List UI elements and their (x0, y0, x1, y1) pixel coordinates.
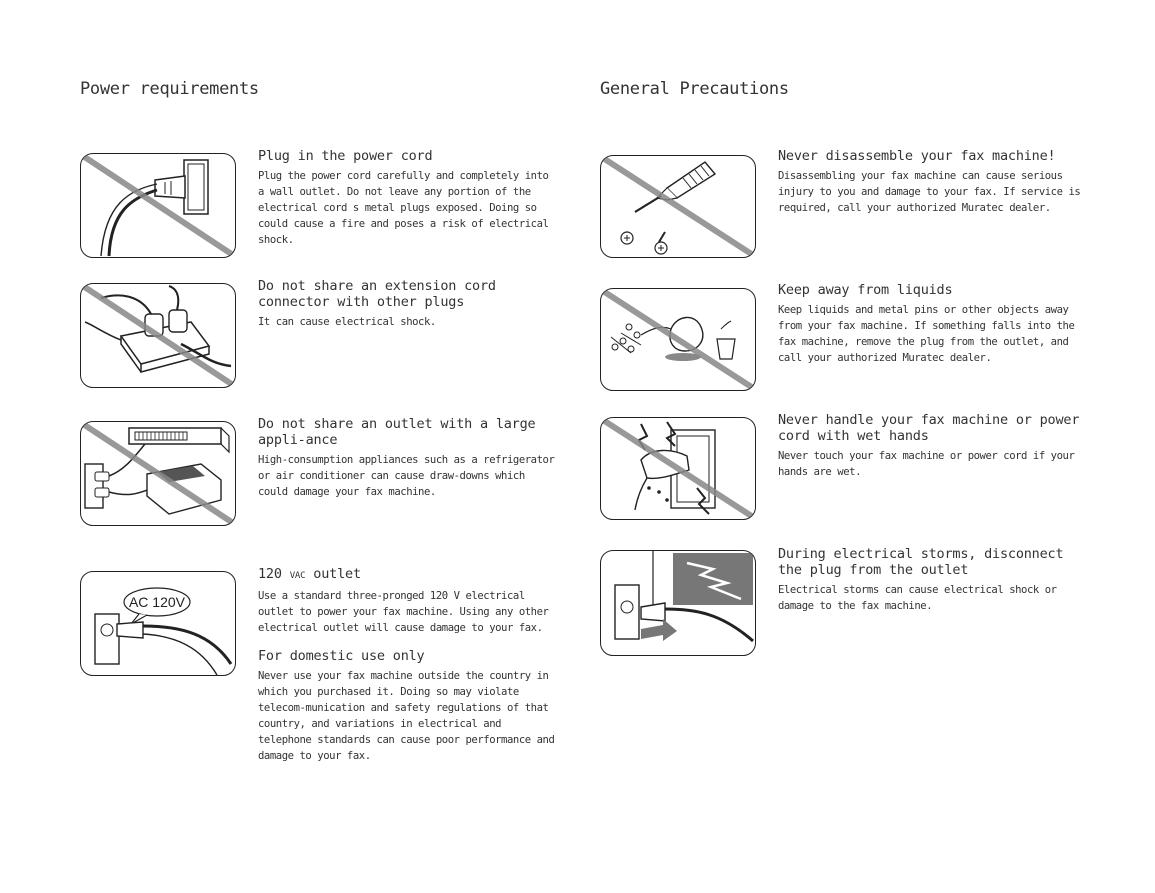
extension-cord-heading: Do not share an extension cord connector with other plugs (258, 278, 496, 310)
ac-outlet-heading-suffix: outlet (305, 566, 361, 582)
liquids-heading: Keep away from liquids (778, 282, 953, 298)
liquids-item (778, 282, 1088, 366)
wet-hands-text: Never touch your fax machine or power cord if your hands are wet. (778, 450, 1075, 478)
wet-hands-prohibited-icon (600, 417, 756, 520)
wet-hands-heading: Never handle your fax machine or power cord with wet hands (778, 412, 1080, 444)
ac-outlet-heading-prefix: 120 (258, 566, 290, 582)
storms-item (778, 546, 1088, 614)
shared-outlet-text: High-consumption appliances such as a refrigerator or air conditioner can cause draw-downs which could damage your fax machine. (258, 454, 555, 498)
power-requirements-title: Power requirements (80, 79, 259, 99)
ac-outlet-heading (258, 566, 558, 584)
liquid-spill-prohibited-icon (600, 288, 756, 391)
shared-outlet-heading: Do not share an outlet with a large appli-ance (258, 416, 536, 448)
plug-into-outlet-prohibited-icon (80, 153, 236, 258)
extension-cord-item (258, 278, 558, 330)
liquids-text: Keep liquids and metal pins or other objects away from your fax machine. If something falls into the fax machine, remove the plug from the outlet, and call your authorized Muratec dealer. (778, 304, 1075, 364)
disassemble-heading: Never disassemble your fax machine! (778, 148, 1056, 164)
plug-in-power-cord-text: Plug the power cord carefully and completely into a wall outlet. Do not leave any portion of the electrical cord s metal plugs exposed. Doing so could cause a fire and poses a risk of electrical shock. (258, 170, 549, 246)
disassemble-text: Disassembling your fax machine can cause serious injury to you and damage to your fax. If service is required, call your authorized Muratec dealer. (778, 170, 1081, 214)
general-precautions-title: General Precautions (600, 79, 789, 99)
ac-120v-label: AC 120V (128, 594, 186, 610)
extension-cord-prohibited-icon (80, 283, 236, 388)
wet-hands-item (778, 412, 1088, 480)
ac-outlet-heading-unit: VAC (289, 571, 306, 581)
screwdriver-prohibited-icon (600, 155, 756, 258)
disassemble-item (778, 148, 1088, 216)
lightning-unplug-icon (600, 550, 756, 656)
domestic-use-text: Never use your fax machine outside the country in which you purchased it. Doing so may violate telecom-munication and safety regulations of that country, and variations in electrical and telephone standards can cause poor performance and damage to your fax. (258, 670, 555, 762)
storms-text: Electrical storms can cause electrical shock or damage to the fax machine. (778, 584, 1057, 612)
domestic-use-heading: For domestic use only (258, 648, 425, 664)
ac-outlet-item (258, 566, 558, 764)
shared-outlet-prohibited-icon (80, 421, 236, 526)
plug-in-power-cord-item (258, 148, 558, 248)
storms-heading: During electrical storms, disconnect the plug from the outlet (778, 546, 1064, 578)
plug-in-power-cord-heading: Plug in the power cord (258, 148, 433, 164)
shared-outlet-item (258, 416, 558, 500)
ac-outlet-icon (80, 571, 236, 676)
ac-outlet-text: Use a standard three-pronged 120 V electrical outlet to power your fax machine. Using any other electrical outlet will cause damage to your fax. (258, 590, 549, 634)
extension-cord-text: It can cause electrical shock. (258, 316, 436, 328)
